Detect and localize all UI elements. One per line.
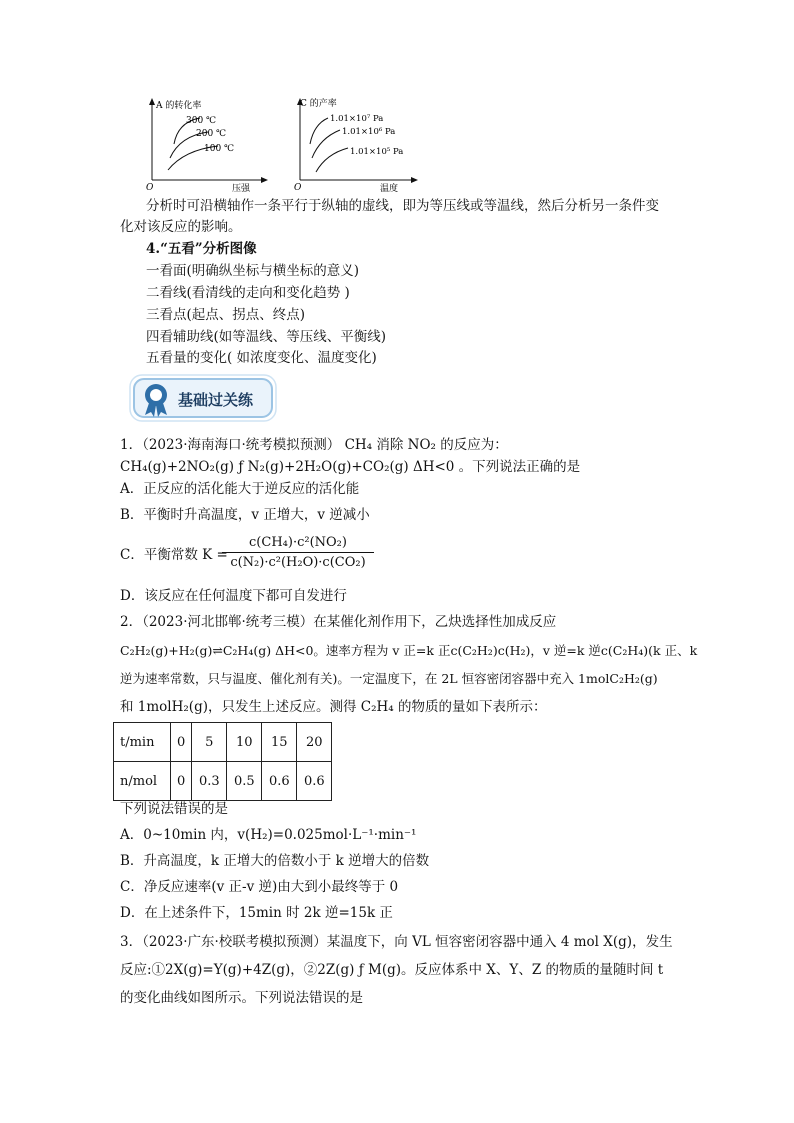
graph1-curve-300: 300 ℃ [186, 116, 217, 126]
q2-stem: 和 1molH₂(g)，只发生上述反应。测得 C₂H₄ 的物质的量如下表所示： [120, 699, 547, 715]
q2-prompt: 下列说法错误的是 [120, 801, 228, 817]
graph1-xlabel: 压强 [232, 184, 251, 192]
q1-option-c: C．平衡常数 K = [120, 547, 228, 563]
q1-equation: CH₄(g)+2NO₂(g) ƒ N₂(g)+2H₂O(g)+CO₂(g) ΔH<0 。下列说法正确的是 [120, 459, 581, 475]
table-cell: 5 [192, 723, 227, 762]
yield-temperature-graph [288, 92, 428, 192]
banner-label: 基础过关练 [178, 391, 254, 409]
y-axis-arrow [149, 98, 155, 105]
table-cell: n/mol [114, 762, 171, 801]
graph2-xlabel: 温度 [380, 184, 399, 192]
table-cell: 10 [227, 723, 262, 762]
table-cell: t/min [114, 723, 171, 762]
graph1-origin: O [146, 183, 154, 192]
graph2-ylabel: C 的产率 [300, 99, 337, 109]
table-cell: 0 [171, 723, 192, 762]
graph2-curve-1e6: 1.01×10⁶ Pa [342, 127, 396, 137]
data-table [113, 722, 332, 801]
x-axis-arrow [411, 177, 418, 183]
x-axis-arrow [261, 177, 268, 183]
graph1-curve-200: 200 ℃ [196, 129, 227, 139]
paragraph-line: 化对该反应的影响。 [120, 219, 242, 235]
table-cell: 15 [262, 723, 297, 762]
q1-stem: 1．（2023·海南海口·统考模拟预测） CH₄ 消除 NO₂ 的反应为： [120, 437, 508, 453]
q1-option-a: A．正反应的活化能大于逆反应的活化能 [120, 481, 360, 497]
graph1-ylabel: A 的转化率 [156, 101, 202, 111]
list-item: 一看面(明确纵坐标与横坐标的意义) [146, 263, 360, 279]
fraction-denominator: c(N₂)·c²(H₂O)·c(CO₂) [230, 555, 366, 570]
curve-1e5 [316, 148, 348, 172]
list-item: 五看量的变化( 如浓度变化、温度变化) [146, 350, 377, 366]
section-title: 4.“五看”分析图像 [146, 241, 257, 257]
q3-stem: 3．（2023·广东·校联考模拟预测）某温度下，向 VL 恒容密闭容器中通入 4 mol X(g)，发生 [120, 934, 673, 950]
q1-option-d: D．该反应在任何温度下都可自发进行 [120, 588, 347, 604]
list-item: 四看辅助线(如等温线、等压线、平衡线) [146, 329, 387, 345]
graph2-curve-1e7: 1.01×10⁷ Pa [330, 114, 384, 124]
q2-stem: C₂H₂(g)+H₂(g)⇌C₂H₄(g) ΔH<0。速率方程为 v 正=k 正c(C₂H₂)c(H₂)，v 逆=k 逆c(C₂H₄)(k 正、k [120, 643, 698, 658]
table-cell: 0.5 [227, 762, 262, 801]
q2-stem: 逆为速率常数，只与温度、催化剂有关)。一定温度下，在 2L 恒容密闭容器中充入 1molC₂H₂(g) [120, 671, 658, 686]
curve-1e6 [312, 130, 340, 158]
equilibrium-constant-fraction [222, 535, 374, 570]
graph1-curve-100: 100 ℃ [204, 144, 235, 154]
table-cell: 0.6 [262, 762, 297, 801]
graph2-origin: O [294, 183, 302, 192]
table-row [114, 762, 332, 801]
conversion-pressure-graph [140, 92, 270, 192]
paragraph-line: 分析时可沿横轴作一条平行于纵轴的虚线，即为等压线或等温线，然后分析另一条件变 [146, 198, 659, 214]
q2-option-c: C．净反应速率(v 正-v 逆)由大到小最终等于 0 [120, 879, 399, 895]
fraction-numerator: c(CH₄)·c²(NO₂) [222, 535, 374, 553]
list-item: 三看点(起点、拐点、终点) [146, 307, 306, 323]
table-cell: 0 [171, 762, 192, 801]
table-cell: 20 [297, 723, 332, 762]
q3-stem: 的变化曲线如图所示。下列说法错误的是 [120, 990, 363, 1006]
list-item: 二看线(看清线的走向和变化趋势 ) [146, 285, 350, 301]
table-cell: 0.3 [192, 762, 227, 801]
curve-1e7 [310, 118, 328, 144]
q3-stem: 反应:①2X(g)=Y(g)+4Z(g)，②2Z(g) ƒ M(g)。反应体系中 X、Y、Z 的物质的量随时间 t [120, 962, 664, 978]
q2-option-d: D．在上述条件下，15min 时 2k 逆=15k 正 [120, 905, 393, 921]
q2-stem: 2．（2023·河北邯郸·统考三模）在某催化剂作用下，乙炔选择性加成反应 [120, 614, 557, 630]
table-row [114, 723, 332, 762]
table-cell: 0.6 [297, 762, 332, 801]
graph2-curve-1e5: 1.01×10⁵ Pa [350, 147, 404, 157]
q2-option-a: A．0~10min 内，v(H₂)=0.025mol·L⁻¹·min⁻¹ [120, 827, 417, 843]
q2-option-b: B．升高温度，k 正增大的倍数小于 k 逆增大的倍数 [120, 853, 430, 869]
q1-option-b: B．平衡时升高温度，v 正增大，v 逆减小 [120, 507, 370, 523]
